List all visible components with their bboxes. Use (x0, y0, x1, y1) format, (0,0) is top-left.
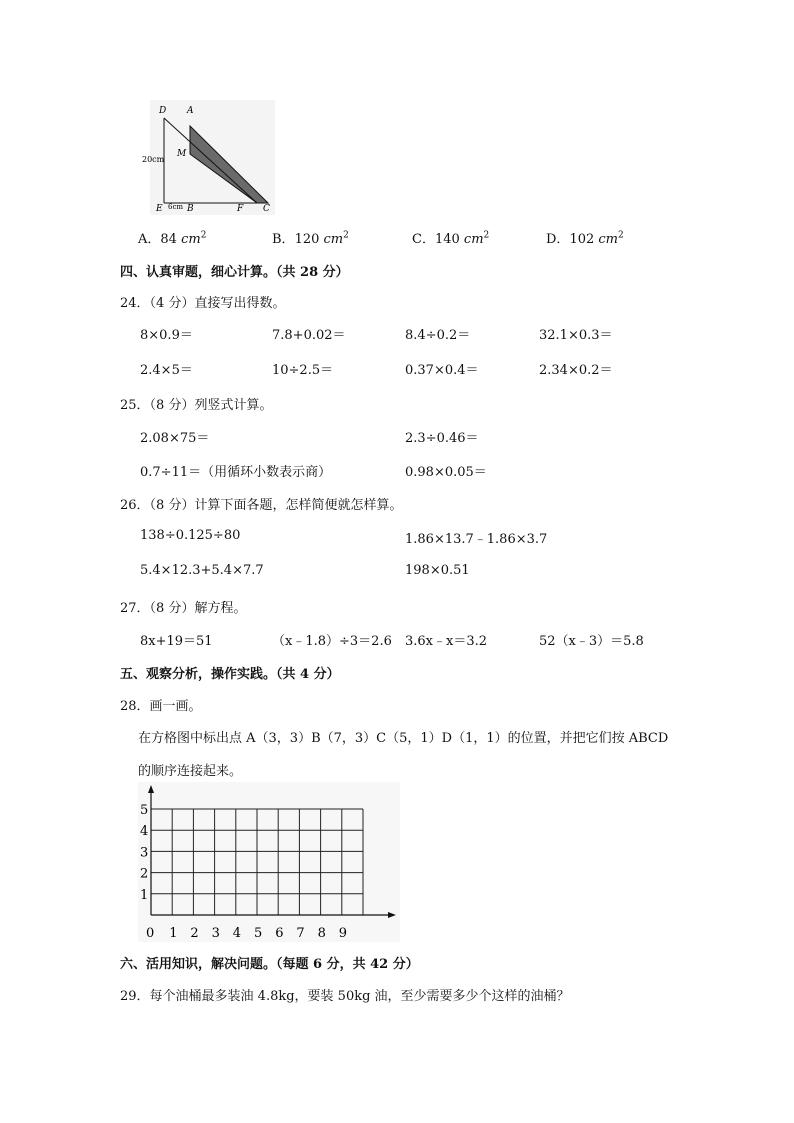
y-tick-label: 1 (140, 887, 149, 903)
q28-title: 28．画一画。 (120, 699, 202, 714)
label-e: E (156, 204, 163, 214)
q24-item: 10÷2.5＝ (272, 363, 334, 378)
q28-instruction-cont: 的顺序连接起来。 (138, 764, 243, 779)
option-c[interactable]: C．140 $cm^2$ (412, 230, 490, 247)
q28-instruction: 在方格图中标出点 A（3，3）B（7，3）C（5，1）D（1，1）的位置，并把它们按 ABCD (138, 731, 669, 746)
q26-item: 1.86×13.7﹣1.86×3.7 (405, 532, 548, 547)
q27-item: 52（x﹣3）＝5.8 (539, 634, 644, 649)
q26-item: 198×0.51 (405, 563, 470, 578)
q26-item: 5.4×12.3+5.4×7.7 (140, 563, 264, 578)
section4-heading: 四、认真审题，细心计算。（共 28 分） (120, 265, 349, 280)
label-height: 20cm (142, 155, 165, 164)
x-tick-label: 2 (190, 926, 199, 941)
x-tick-label: 4 (232, 926, 242, 941)
x-tick-label: 6 (275, 926, 284, 941)
q24-title: 24．（4 分）直接写出得数。 (120, 296, 286, 311)
q25-item: 2.08×75＝ (140, 431, 210, 446)
y-tick-label: 2 (140, 866, 149, 882)
x-tick-label: 0 (146, 926, 155, 941)
x-tick-label: 3 (211, 926, 220, 941)
coordinate-grid[interactable] (138, 782, 400, 942)
y-tick-label: 3 (140, 845, 149, 861)
q24-item: 32.1×0.3＝ (539, 328, 613, 343)
q24-item: 8×0.9＝ (140, 328, 193, 343)
q24-item: 2.34×0.2＝ (539, 363, 613, 378)
q27-item: 8x+19＝51 (140, 634, 213, 649)
q29-title: 29．每个油桶最多装油 4.8kg，要装 50kg 油，至少需要多少个这样的油桶？ (120, 989, 570, 1004)
y-tick-label: 5 (140, 803, 149, 818)
option-b[interactable]: B．120 $cm^2$ (272, 230, 349, 247)
q27-title: 27．（8 分）解方程。 (120, 601, 247, 616)
q24-item: 7.8+0.02＝ (272, 328, 346, 343)
y-tick-label: 4 (140, 824, 149, 840)
label-c: C (263, 204, 270, 214)
x-tick-label: 5 (254, 926, 263, 941)
label-d: D (159, 106, 167, 116)
q24-item: 0.37×0.4＝ (405, 363, 479, 378)
x-tick-label: 7 (296, 926, 305, 941)
q24-item: 8.4÷0.2＝ (405, 328, 471, 343)
label-base: 6cm (168, 203, 184, 211)
trapezoid-figure (142, 100, 275, 215)
q25-item: 0.7÷11＝（用循环小数表示商） (140, 465, 332, 480)
label-a: A (187, 106, 194, 116)
q25-item: 2.3÷0.46＝ (405, 431, 479, 446)
label-b: B (187, 204, 194, 214)
q25-item: 0.98×0.05＝ (405, 465, 487, 480)
section6-heading: 六、活用知识，解决问题。（每题 6 分，共 42 分） (120, 957, 419, 972)
x-tick-label: 1 (169, 926, 178, 941)
section5-heading: 五、观察分析，操作实践。（共 4 分） (120, 667, 340, 682)
q27-item: （x﹣1.8）÷3＝2.6 (272, 634, 392, 649)
q26-title: 26．（8 分）计算下面各题，怎样简便就怎样算。 (120, 498, 403, 513)
q25-title: 25．（8 分）列竖式计算。 (120, 398, 273, 413)
label-f: F (237, 204, 244, 214)
option-a[interactable]: A．84 $cm^2$ (138, 230, 207, 247)
q27-item: 3.6x﹣x＝3.2 (405, 634, 488, 649)
option-d[interactable]: D．102 $cm^2$ (546, 230, 624, 247)
q24-item: 2.4×5＝ (140, 363, 193, 378)
x-tick-label: 9 (338, 926, 348, 941)
q26-item: 138÷0.125÷80 (140, 528, 241, 543)
x-tick-label: 8 (317, 926, 326, 941)
label-m: M (177, 149, 187, 159)
